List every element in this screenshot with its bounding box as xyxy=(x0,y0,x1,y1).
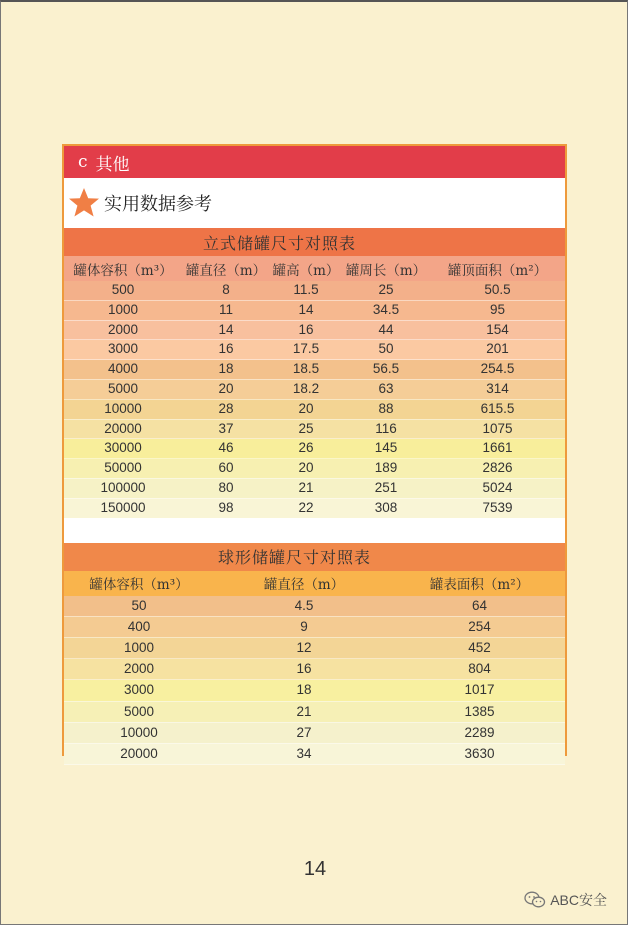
table-cell: 1000 xyxy=(64,637,214,658)
table-cell: 500 xyxy=(64,281,182,300)
table-cell: 98 xyxy=(182,498,270,518)
reference-heading xyxy=(64,178,565,228)
table-cell: 1017 xyxy=(394,680,565,701)
table-cell: 12 xyxy=(214,637,394,658)
table-row xyxy=(64,320,565,340)
table-cell: 50 xyxy=(342,340,430,360)
table-cell: 50000 xyxy=(64,459,182,479)
table-cell: 3630 xyxy=(394,743,565,764)
table-cell: 10000 xyxy=(64,722,214,743)
table-cell: 400 xyxy=(64,616,214,637)
table-cell: 56.5 xyxy=(342,360,430,380)
table-cell: 26 xyxy=(270,439,342,459)
table-cell: 20 xyxy=(270,459,342,479)
table-cell: 314 xyxy=(430,379,565,399)
table-cell: 16 xyxy=(214,659,394,680)
table-cell: 34.5 xyxy=(342,300,430,320)
vertical-table-title: 立式储罐尺寸对照表 xyxy=(64,228,565,256)
table-row xyxy=(64,419,565,439)
table-cell: 189 xyxy=(342,459,430,479)
table-cell: 3000 xyxy=(64,340,182,360)
table-header-row xyxy=(64,571,565,596)
table-cell: 452 xyxy=(394,637,565,658)
column-header: 罐直径（m） xyxy=(214,571,394,596)
table-cell: 116 xyxy=(342,419,430,439)
table-cell: 14 xyxy=(182,320,270,340)
table-row xyxy=(64,360,565,380)
section-letter: c xyxy=(78,152,88,172)
table-cell: 64 xyxy=(394,596,565,617)
spherical-table-title: 球形储罐尺寸对照表 xyxy=(64,543,565,571)
table-cell: 804 xyxy=(394,659,565,680)
table-row xyxy=(64,439,565,459)
vertical-tank-table xyxy=(64,256,565,519)
table-row xyxy=(64,743,565,764)
table-cell: 2826 xyxy=(430,459,565,479)
table-cell: 100000 xyxy=(64,478,182,498)
column-header: 罐直径（m） xyxy=(182,256,270,281)
table-cell: 50 xyxy=(64,596,214,617)
table-cell: 10000 xyxy=(64,399,182,419)
table-cell: 14 xyxy=(270,300,342,320)
column-header: 罐体容积（m³） xyxy=(64,571,214,596)
column-header: 罐顶面积（m²） xyxy=(430,256,565,281)
table-cell: 88 xyxy=(342,399,430,419)
table-cell: 20000 xyxy=(64,743,214,764)
table-cell: 5000 xyxy=(64,701,214,722)
table-cell: 20 xyxy=(182,379,270,399)
column-header: 罐体容积（m³） xyxy=(64,256,182,281)
section-header xyxy=(64,146,565,178)
table-cell: 251 xyxy=(342,478,430,498)
table-cell: 37 xyxy=(182,419,270,439)
table-cell: 16 xyxy=(270,320,342,340)
table-row xyxy=(64,722,565,743)
table-cell: 2289 xyxy=(394,722,565,743)
table-cell: 254.5 xyxy=(430,360,565,380)
table-cell: 5000 xyxy=(64,379,182,399)
watermark-text: ABC安全 xyxy=(550,892,607,908)
table-cell: 1000 xyxy=(64,300,182,320)
table-row xyxy=(64,637,565,658)
reference-title: 实用数据参考 xyxy=(104,194,212,215)
table-cell: 95 xyxy=(430,300,565,320)
section-title: 其他 xyxy=(95,154,130,175)
table-cell: 44 xyxy=(342,320,430,340)
table-cell: 201 xyxy=(430,340,565,360)
table-cell: 2000 xyxy=(64,320,182,340)
page-number: 14 xyxy=(303,858,327,880)
table-cell: 5024 xyxy=(430,478,565,498)
table-row xyxy=(64,596,565,617)
table-cell: 308 xyxy=(342,498,430,518)
table-cell: 25 xyxy=(342,281,430,300)
table-cell: 34 xyxy=(214,743,394,764)
table-cell: 20000 xyxy=(64,419,182,439)
table-row xyxy=(64,459,565,479)
table-row xyxy=(64,659,565,680)
table-cell: 7539 xyxy=(430,498,565,518)
table-cell: 30000 xyxy=(64,439,182,459)
table-row xyxy=(64,498,565,518)
table-cell: 16 xyxy=(182,340,270,360)
table-cell: 4.5 xyxy=(214,596,394,617)
table-cell: 21 xyxy=(270,478,342,498)
table-row xyxy=(64,478,565,498)
table-cell: 1661 xyxy=(430,439,565,459)
table-cell: 22 xyxy=(270,498,342,518)
table-cell: 8 xyxy=(182,281,270,300)
table-cell: 150000 xyxy=(64,498,182,518)
table-cell: 18.5 xyxy=(270,360,342,380)
table-cell: 17.5 xyxy=(270,340,342,360)
table-cell: 145 xyxy=(342,439,430,459)
table-row xyxy=(64,340,565,360)
column-header: 罐周长（m） xyxy=(342,256,430,281)
table-cell: 50.5 xyxy=(430,281,565,300)
table-cell: 3000 xyxy=(64,680,214,701)
table-row xyxy=(64,399,565,419)
table-cell: 11.5 xyxy=(270,281,342,300)
table-cell: 1075 xyxy=(430,419,565,439)
table-cell: 2000 xyxy=(64,659,214,680)
table-cell: 9 xyxy=(214,616,394,637)
table-cell: 11 xyxy=(182,300,270,320)
table-row xyxy=(64,616,565,637)
table-cell: 25 xyxy=(270,419,342,439)
table-row xyxy=(64,300,565,320)
table-cell: 154 xyxy=(430,320,565,340)
table-cell: 615.5 xyxy=(430,399,565,419)
table-row xyxy=(64,379,565,399)
column-header: 罐高（m） xyxy=(270,256,342,281)
table-cell: 28 xyxy=(182,399,270,419)
watermark xyxy=(524,890,607,910)
column-header: 罐表面积（m²） xyxy=(394,571,565,596)
table-cell: 80 xyxy=(182,478,270,498)
table-cell: 27 xyxy=(214,722,394,743)
star-icon xyxy=(68,187,100,219)
table-cell: 18.2 xyxy=(270,379,342,399)
table-header-row xyxy=(64,256,565,281)
content-card xyxy=(62,144,567,761)
table-cell: 254 xyxy=(394,616,565,637)
wechat-icon xyxy=(524,891,546,909)
table-row xyxy=(64,680,565,701)
table-cell: 20 xyxy=(270,399,342,419)
table-cell: 63 xyxy=(342,379,430,399)
table-cell: 60 xyxy=(182,459,270,479)
table-cell: 18 xyxy=(214,680,394,701)
table-row xyxy=(64,701,565,722)
spherical-tank-table xyxy=(64,571,565,766)
table-cell: 46 xyxy=(182,439,270,459)
table-cell: 18 xyxy=(182,360,270,380)
table-cell: 1385 xyxy=(394,701,565,722)
table-cell: 21 xyxy=(214,701,394,722)
table-row xyxy=(64,281,565,300)
table-cell: 4000 xyxy=(64,360,182,380)
